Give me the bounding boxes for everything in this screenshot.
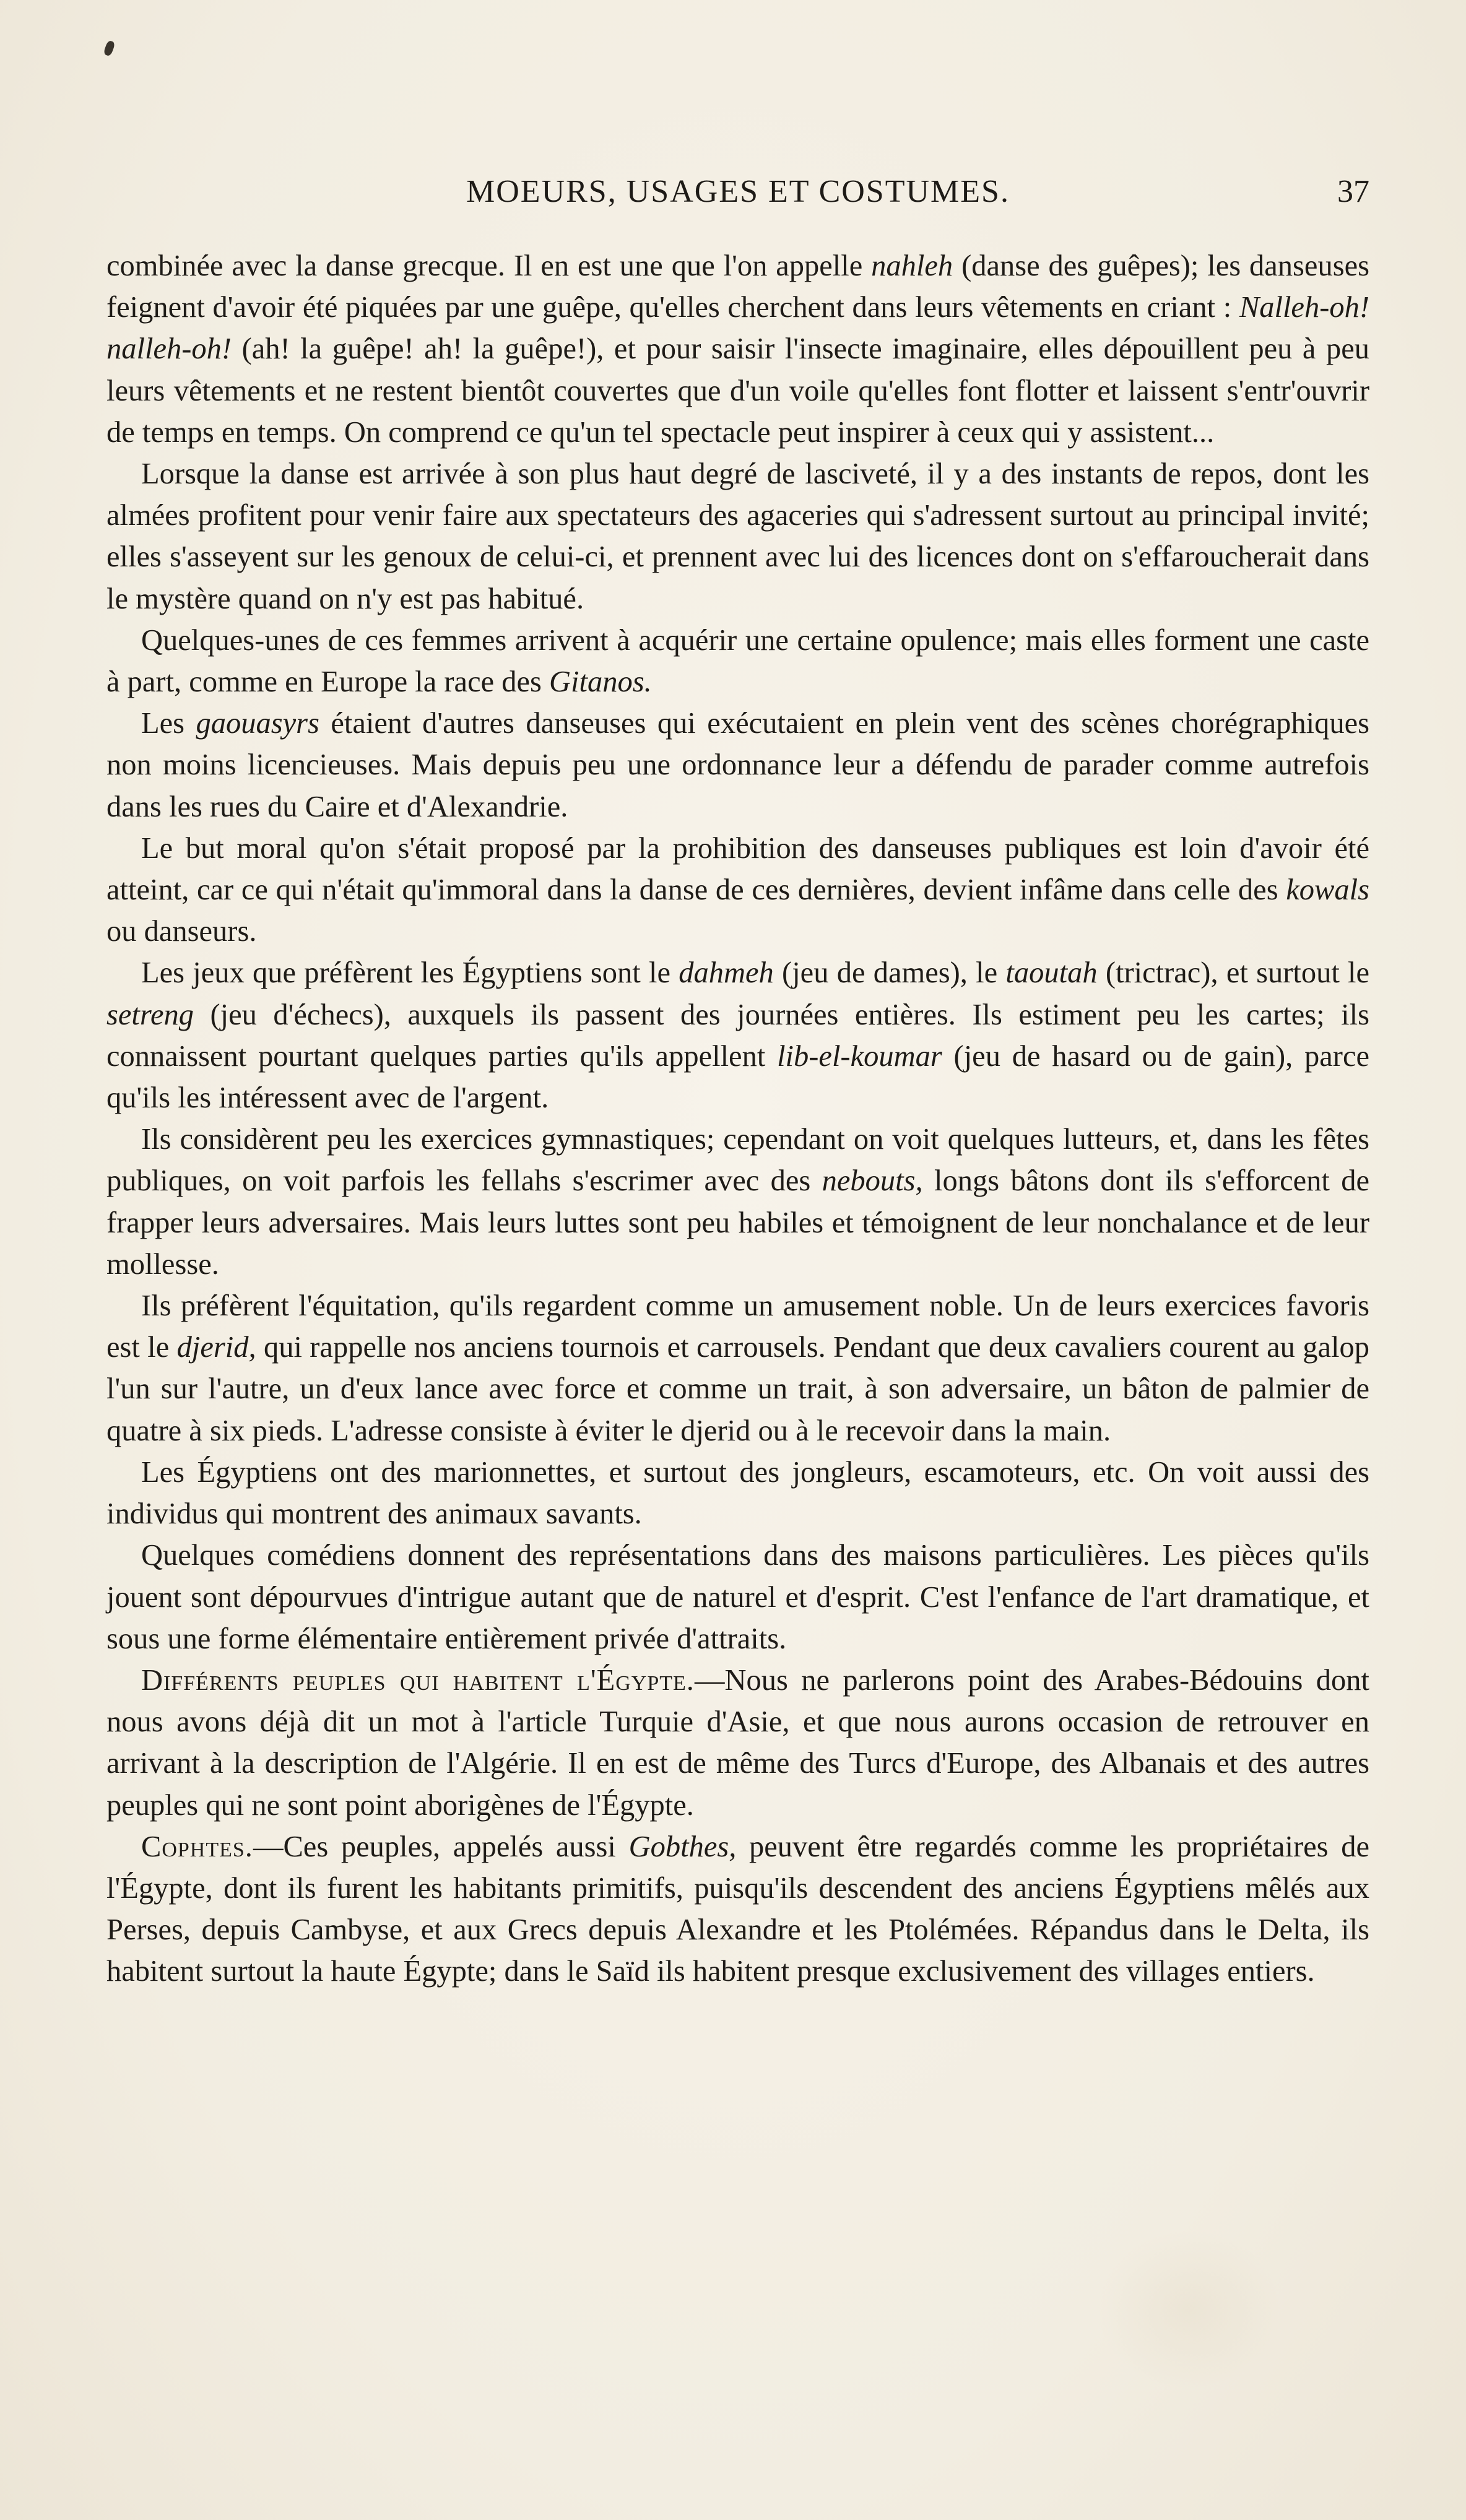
- section-heading: Cophtes.: [141, 1830, 253, 1863]
- paragraph-6: [106, 952, 1369, 1119]
- body-text: [106, 245, 1369, 1993]
- paper-stain: [1096, 2228, 1282, 2389]
- paragraph-2: Lorsque la danse est arrivée à son plus haut degré de lasciveté, il y a des instants de repos, dont les almées profitent pour venir faire aux spectateurs des agaceries qui s'adressent surtout au principal invité; elles s'asseyent sur les genoux de celui-ci, et prennent avec lui des licences dont on s'effaroucherait dans le mystère quand on n'y est pas habitué.: [106, 457, 1369, 615]
- text-run: Les: [141, 707, 185, 740]
- term-italic: kowals: [1286, 873, 1369, 907]
- paragraph-11: [106, 1660, 1369, 1826]
- text-run: longs bâtons dont ils s'efforcent de frapper leurs adversaires. Mais leurs luttes sont peu habiles et témoignent de leur nonchalance et de leur mollesse.: [106, 1164, 1370, 1281]
- text-run: (danse des guêpes); les danseuses feignent d'avoir été piquées par une guêpe, qu'elles cherchent dans leurs vêtements en criant :: [106, 249, 1369, 324]
- term-italic: nebouts,: [822, 1164, 923, 1198]
- page-number: 37: [1337, 174, 1369, 209]
- text-run: —Ces peuples, appelés aussi: [253, 1830, 616, 1863]
- paragraph-10: Quelques comédiens donnent des représentations dans des maisons particulières. Les pièces qu'ils jouent sont dépourvues d'intrigue autant que de naturel et d'esprit. C'est l'enfance de l'art dramatique, et sous une forme élémentaire entièrement privée d'attraits.: [106, 1539, 1369, 1655]
- text-run: (jeu de hasard ou de gain), parce qu'ils les intéressent avec de l'argent.: [106, 1039, 1370, 1115]
- paragraph-3: [106, 620, 1369, 703]
- text-run: étaient d'autres danseuses qui exécutaient en plein vent des scènes chorégraphiques non moins licencieuses. Mais depuis peu une ordonnance leur a défendu de parader comme autrefois dans les rues du Caire et d'Alexandrie.: [106, 707, 1369, 823]
- paragraph-4: [106, 703, 1369, 828]
- paragraph-12: [106, 1826, 1369, 1993]
- text-run: (jeu d'échecs), auxquels ils passent des journées entières. Ils estiment peu les cartes; ils connaissent pourtant quelques parties qu'ils appellent: [106, 998, 1369, 1073]
- text-run: Ils considèrent peu les exercices gymnastiques; cependant on voit quelques lutteurs, et, dans les fêtes publiques, on voit parfois les fellahs s'escrimer avec des: [106, 1123, 1369, 1198]
- text-run: (trictrac), et surtout le: [1105, 956, 1370, 990]
- text-run: Quelques-unes de ces femmes arrivent à acquérir une certaine opulence; mais elles forment une caste à part, comme en Europe la race des: [106, 623, 1369, 699]
- paragraph-1: [106, 245, 1369, 453]
- text-run: (jeu de dames), le: [782, 956, 998, 990]
- text-run: Les jeux que préfèrent les Égyptiens sont le: [141, 956, 670, 990]
- page-header: [106, 173, 1369, 217]
- text-run: combinée avec la danse grecque. Il en est une que l'on appelle: [106, 249, 863, 282]
- term-italic: Gobthes,: [628, 1830, 737, 1863]
- term-italic: Gitanos.: [549, 665, 652, 699]
- text-run: ou danseurs.: [106, 915, 257, 948]
- text-run: (ah! la guêpe! ah! la guêpe!), et pour saisir l'insecte imaginaire, elles dépouillent peu à peu leurs vêtements et ne restent bientôt couvertes que d'un voile qu'elles font flotter et laissent s'entr'ouvrir de temps en temps. On comprend ce qu'un tel spectacle peut inspirer à ceux qui y assistent...: [106, 332, 1369, 449]
- term-italic: Nalleh-oh! nalleh-oh!: [106, 291, 1370, 366]
- term-italic: nahleh: [871, 249, 953, 282]
- term-italic: lib-el-koumar: [777, 1039, 942, 1073]
- term-italic: taoutah: [1005, 956, 1098, 990]
- term-italic: gaouasyrs: [196, 707, 319, 740]
- text-run: Ils préfèrent l'équitation, qu'ils regardent comme un amusement noble. Un de leurs exercices favoris est le: [106, 1289, 1369, 1364]
- paragraph-7: [106, 1119, 1369, 1285]
- term-italic: setreng: [106, 998, 194, 1031]
- paragraph-8: [106, 1285, 1369, 1452]
- text-run: qui rappelle nos anciens tournois et carrousels. Pendant que deux cavaliers courent au galop l'un sur l'autre, un d'eux lance avec force et comme un trait, à son adversaire, un bâton de palmier de quatre à six pieds. L'adresse consiste à éviter le djerid ou à le recevoir dans la main.: [106, 1331, 1370, 1447]
- term-italic: djerid,: [176, 1331, 256, 1364]
- term-italic: dahmeh: [679, 956, 774, 990]
- paragraph-5: [106, 828, 1369, 953]
- ink-speck: [103, 40, 115, 57]
- text-run: peuvent être regardés comme les propriétaires de l'Égypte, dont ils furent les habitants primitifs, puisqu'ils descendent des anciens Égyptiens mêlés aux Perses, depuis Cambyse, et aux Grecs depuis Alexandre et les Ptolémées. Répandus dans le Delta, ils habitent surtout la haute Égypte; dans le Saïd ils habitent presque exclusivement des villages entiers.: [106, 1830, 1369, 1988]
- section-heading: Différents peuples qui habitent l'Égypte.: [141, 1663, 695, 1697]
- paragraph-9: Les Égyptiens ont des marionnettes, et surtout des jongleurs, escamoteurs, etc. On voit aussi des individus qui montrent des animaux savants.: [106, 1455, 1369, 1531]
- text-run: Le but moral qu'on s'était proposé par la prohibition des danseuses publiques est loin d'avoir été atteint, car ce qui n'était qu'immoral dans la danse de ces dernières, devient infâme dans celle des: [106, 831, 1369, 907]
- text-run: —Nous ne parlerons point des Arabes-Bédouins dont nous avons déjà dit un mot à l'article Turquie d'Asie, et que nous aurons occasion de retrouver en arrivant à la description de l'Algérie. Il en est de même des Turcs d'Europe, des Albanais et des autres peuples qui ne sont point aborigènes de l'Égypte.: [106, 1663, 1369, 1822]
- running-title: MOEURS, USAGES ET COSTUMES.: [466, 174, 1010, 209]
